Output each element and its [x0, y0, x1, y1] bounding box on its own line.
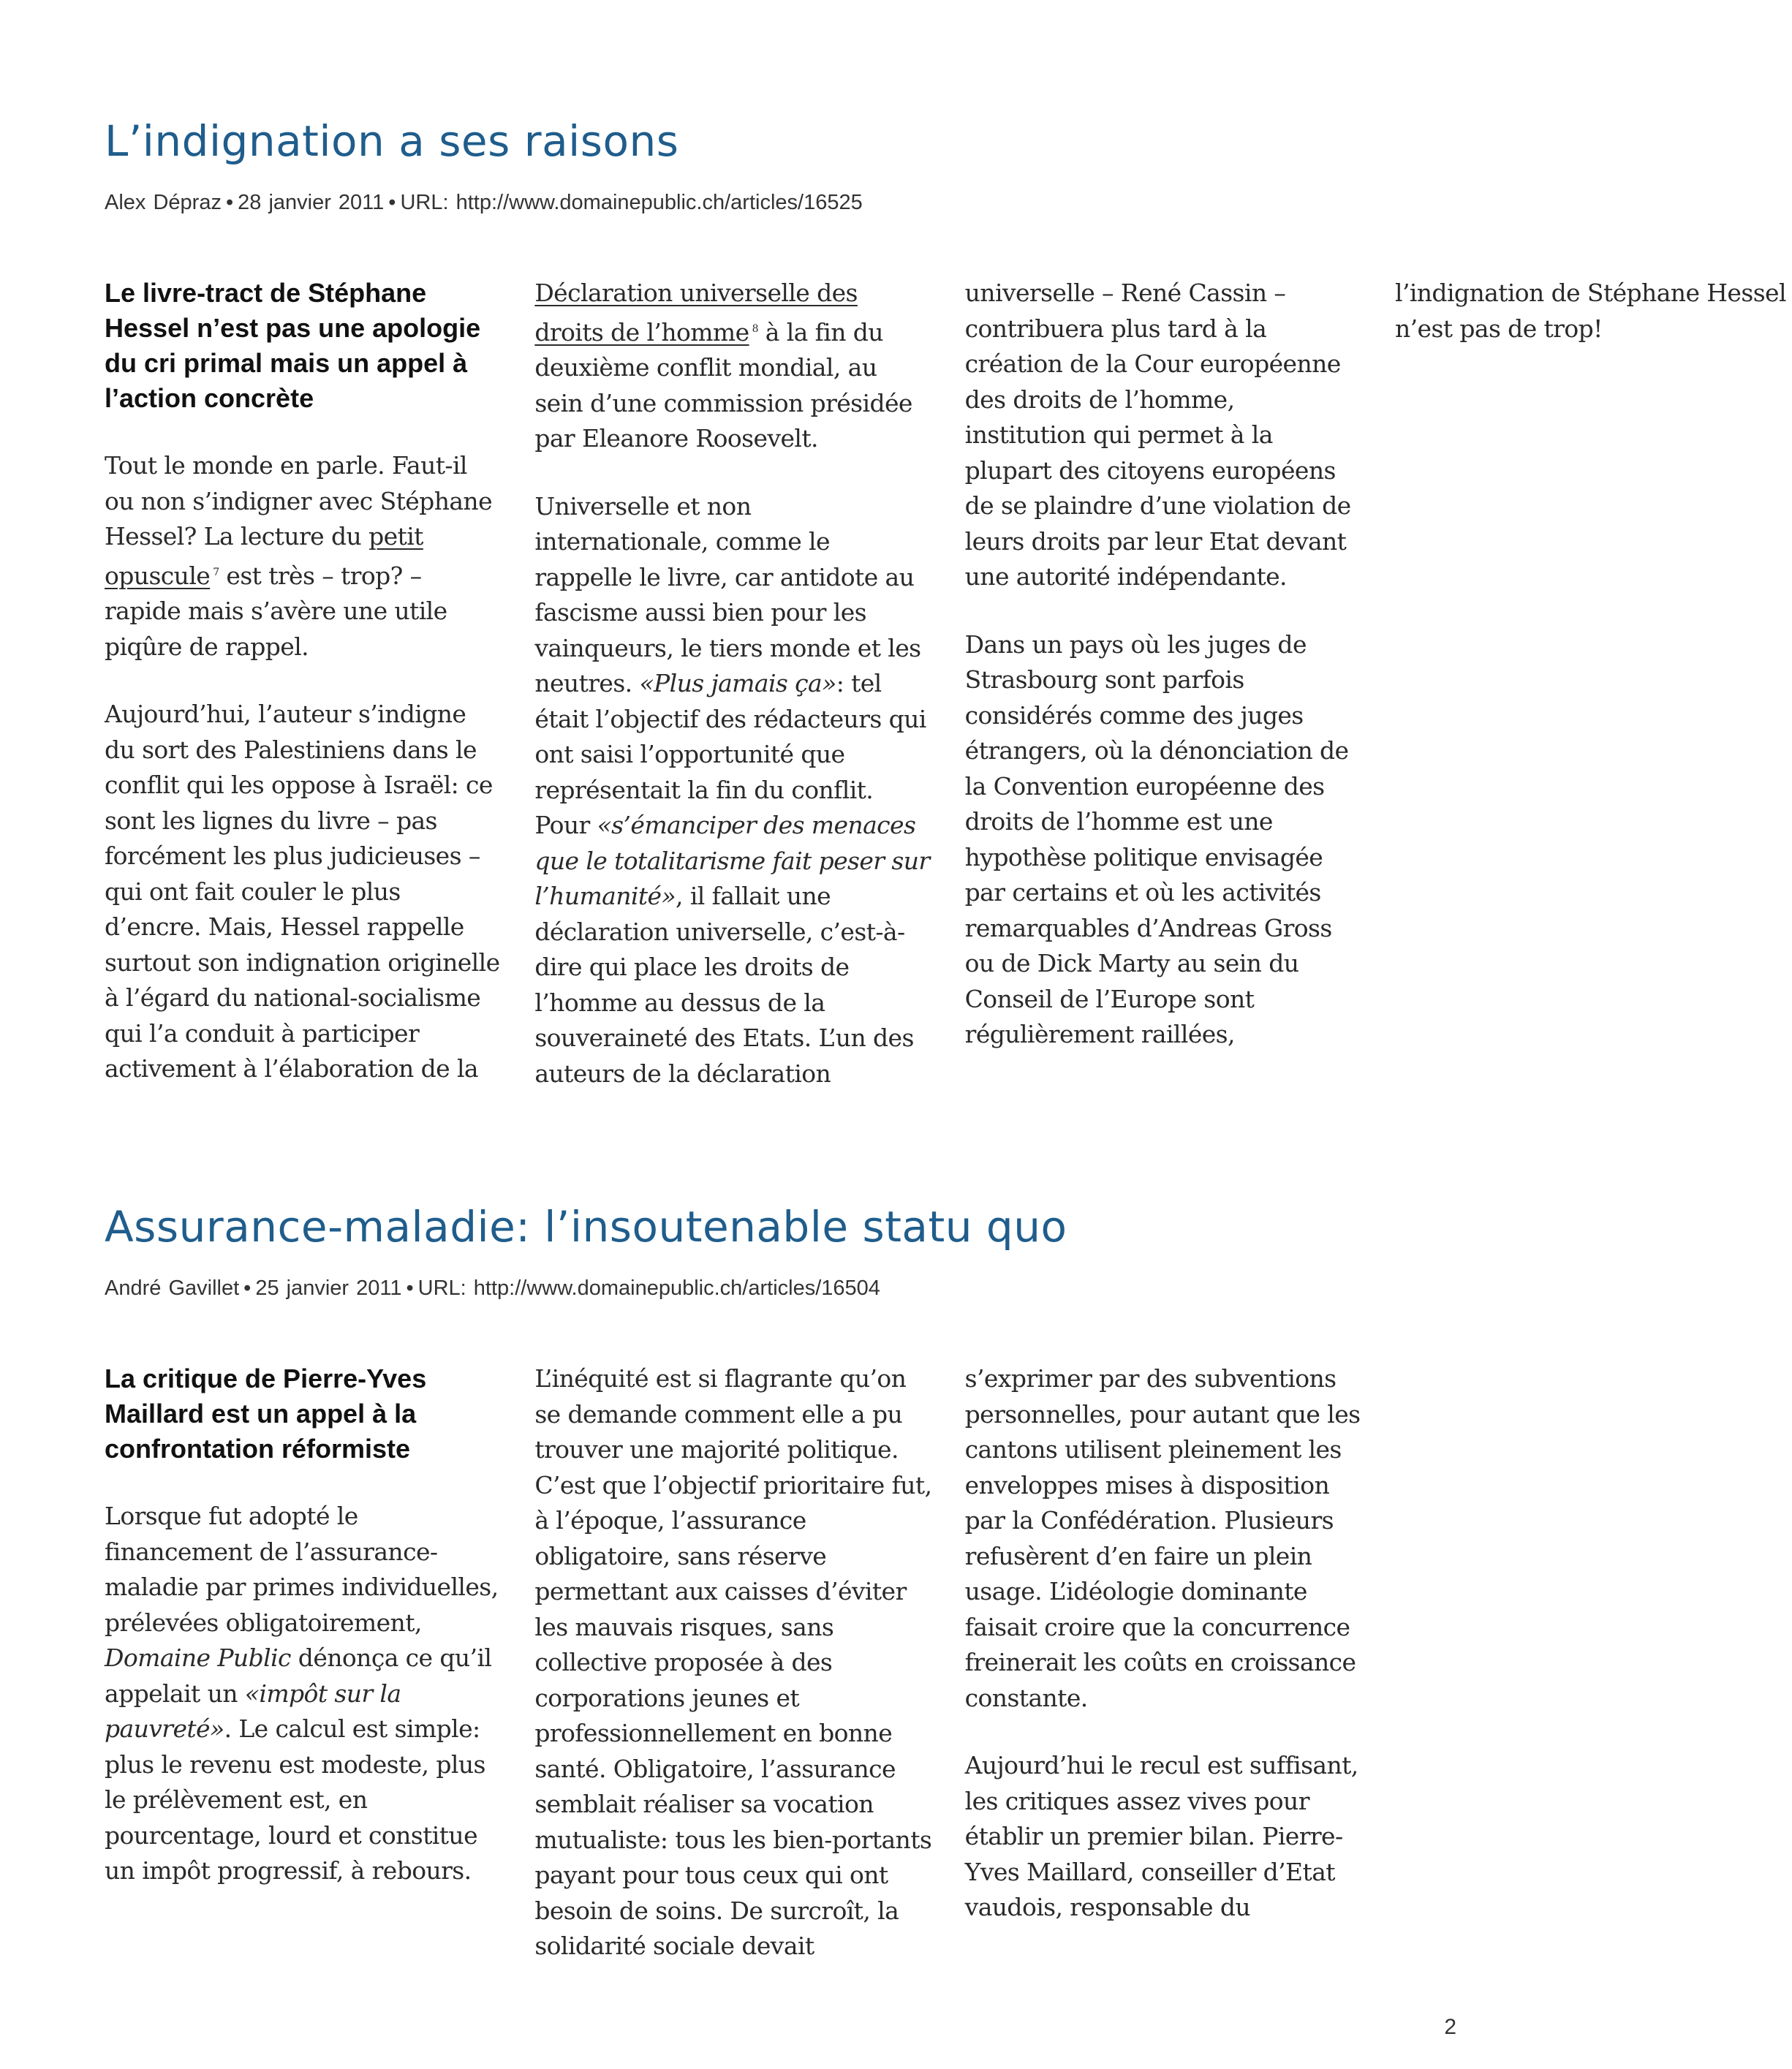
- paragraph: Aujourd’hui le recul est suffisant, les critiques assez vives pour établir un premier bilan. Pierre-Yves Maillard, conseiller d’Etat vaudois, responsable du: [964, 1751, 1358, 1921]
- quote: «s’émanciper des menaces que le totalitarisme fait peser sur l’humanité»: [534, 811, 930, 910]
- url-label: URL:: [400, 190, 449, 214]
- paragraph: Lorsque fut adopté le financement de l’assurance-maladie par primes individuelles, prélevées obligatoirement, Domaine Public dénonça ce qu’il appelait un «impôt sur la pauvreté». Le calcul est simple: plus le revenu est modeste, plus le prélèvement est, en pourcentage, lourd et constitue un impôt progressif, à rebours.: [105, 1502, 499, 1885]
- paragraph: L’inéquité est si flagrante qu’on se demande comment elle a pu trouver une majorité politique. C’est que l’objectif prioritaire fut, à l’époque, l’assurance obligatoire, sans réserve permettant aux caisses d’éviter les mauvais risques, sans collective proposée à des corporations jeunes et professionnellement en bonne santé. Obligatoire, l’assurance semblait réaliser sa vocation mutualiste: tous les bien-portants payant pour tous ceux qui ont besoin de soins. De surcroît, la solidarité sociale devait s’exprimer par des subventions personnelles, pour autant que les cantons utilisent pleinement les enveloppes mises à disposition par la Confédération. Plusieurs refusèrent d’en faire un plein usage. L’idéologie dominante faisait croire que la concurrence freinerait les coûts en croissance constante.: [534, 1364, 1361, 1960]
- author: Alex Dépraz: [105, 190, 222, 214]
- article-1-columns: [105, 276, 1786, 1102]
- article-2-columns: [105, 1361, 1362, 1968]
- url-label: URL:: [417, 1276, 466, 1300]
- article-meta: Alex Dépraz • 28 janvier 2011 • URL: http://www.domainepublic.ch/articles/16525: [105, 190, 863, 214]
- declaration-link[interactable]: Déclaration universelle des droits de l’homme: [534, 279, 858, 347]
- footnote-ref[interactable]: 7: [213, 566, 219, 578]
- quote: «impôt sur la pauvreté»: [105, 1679, 401, 1743]
- paragraph: Tout le monde en parle. Faut-il ou non s’indigner avec Stéphane Hessel? La lecture du petit opuscule $^7$ est très – trop? – rapide mais s’avère une utile piqûre de rappel.: [105, 451, 493, 661]
- article-1: [105, 117, 1362, 215]
- lead: La critique de Pierre-Yves Maillard est un appel à la confrontation réformiste: [105, 1363, 427, 1464]
- quote: «Plus jamais ça»: [639, 669, 836, 697]
- paragraph: Dans un pays où les juges de Strasbourg sont parfois considérés comme des juges étrangers, où la dénonciation de la Convention européenne des droits de l’homme est une hypothèse politique envisagée par certains et où les activités remarquables d’Andreas Gross ou de Dick Marty au sein du Conseil de l’Europe sont régulièrement raillées, l’indignation de Stéphane Hessel n’est pas de trop!: [964, 279, 1786, 1048]
- paragraph: Universelle et non internationale, comme le rappelle le livre, car antidote au fascisme aussi bien pour les vainqueurs, le tiers monde et les neutres. «Plus jamais ça»: tel était l’objectif des rédacteurs qui ont saisi l’opportunité que représentait la fin du conflit. Pour «s’émanciper des menaces que le totalitarisme fait peser sur l’humanité», il fallait une déclaration universelle, c’est-à-dire qui place les droits de l’homme au dessus de la souveraineté des Etats. L’un des auteurs de la déclaration universelle – René Cassin – contribuera plus tard à la création de la Cour européenne des droits de l’homme, institution qui permet à la plupart des citoyens européens de se plaindre d’une violation de leurs droits par leur Etat devant une autorité indépendante.: [534, 279, 1351, 1088]
- paragraph: Aujourd’hui, l’auteur s’indigne du sort des Palestiniens dans le conflit qui les oppose à Israël: ce sont les lignes du livre – pas forcément les plus judicieuses – qui ont fait couler le plus d’encre. Mais, Hessel rappelle surtout son indignation originelle à l’égard du national-socialisme qui l’a conduit à participer activement à l’élaboration de la Déclaration universelle des droits de l’homme $^8$ à la fin du deuxième conflit mondial, au sein d’une commission présidée par Eleanore Roosevelt.: [105, 279, 912, 1083]
- article-meta: André Gavillet • 25 janvier 2011 • URL: http://www.domainepublic.ch/articles/16504: [105, 1276, 880, 1300]
- author: André Gavillet: [105, 1276, 240, 1300]
- article-title: Assurance-maladie: l’insoutenable statu quo: [105, 1202, 1067, 1252]
- date: 28 janvier 2011: [238, 190, 385, 214]
- article-url[interactable]: http://www.domainepublic.ch/articles/16525: [455, 190, 863, 214]
- article-2: [105, 1203, 1362, 1301]
- article-url[interactable]: http://www.domainepublic.ch/articles/16504: [473, 1276, 880, 1300]
- article-title: L’indignation a ses raisons: [105, 116, 679, 166]
- footnote-ref[interactable]: 8: [752, 322, 758, 335]
- lead: Le livre-tract de Stéphane Hessel n’est pas une apologie du cri primal mais un appel à l’action concrète: [105, 278, 481, 413]
- date: 25 janvier 2011: [255, 1276, 402, 1300]
- page-number: 2: [1444, 2015, 1456, 2039]
- publication-name: Domaine Public: [105, 1644, 291, 1672]
- petit-opuscule-link[interactable]: petit opuscule: [105, 522, 423, 590]
